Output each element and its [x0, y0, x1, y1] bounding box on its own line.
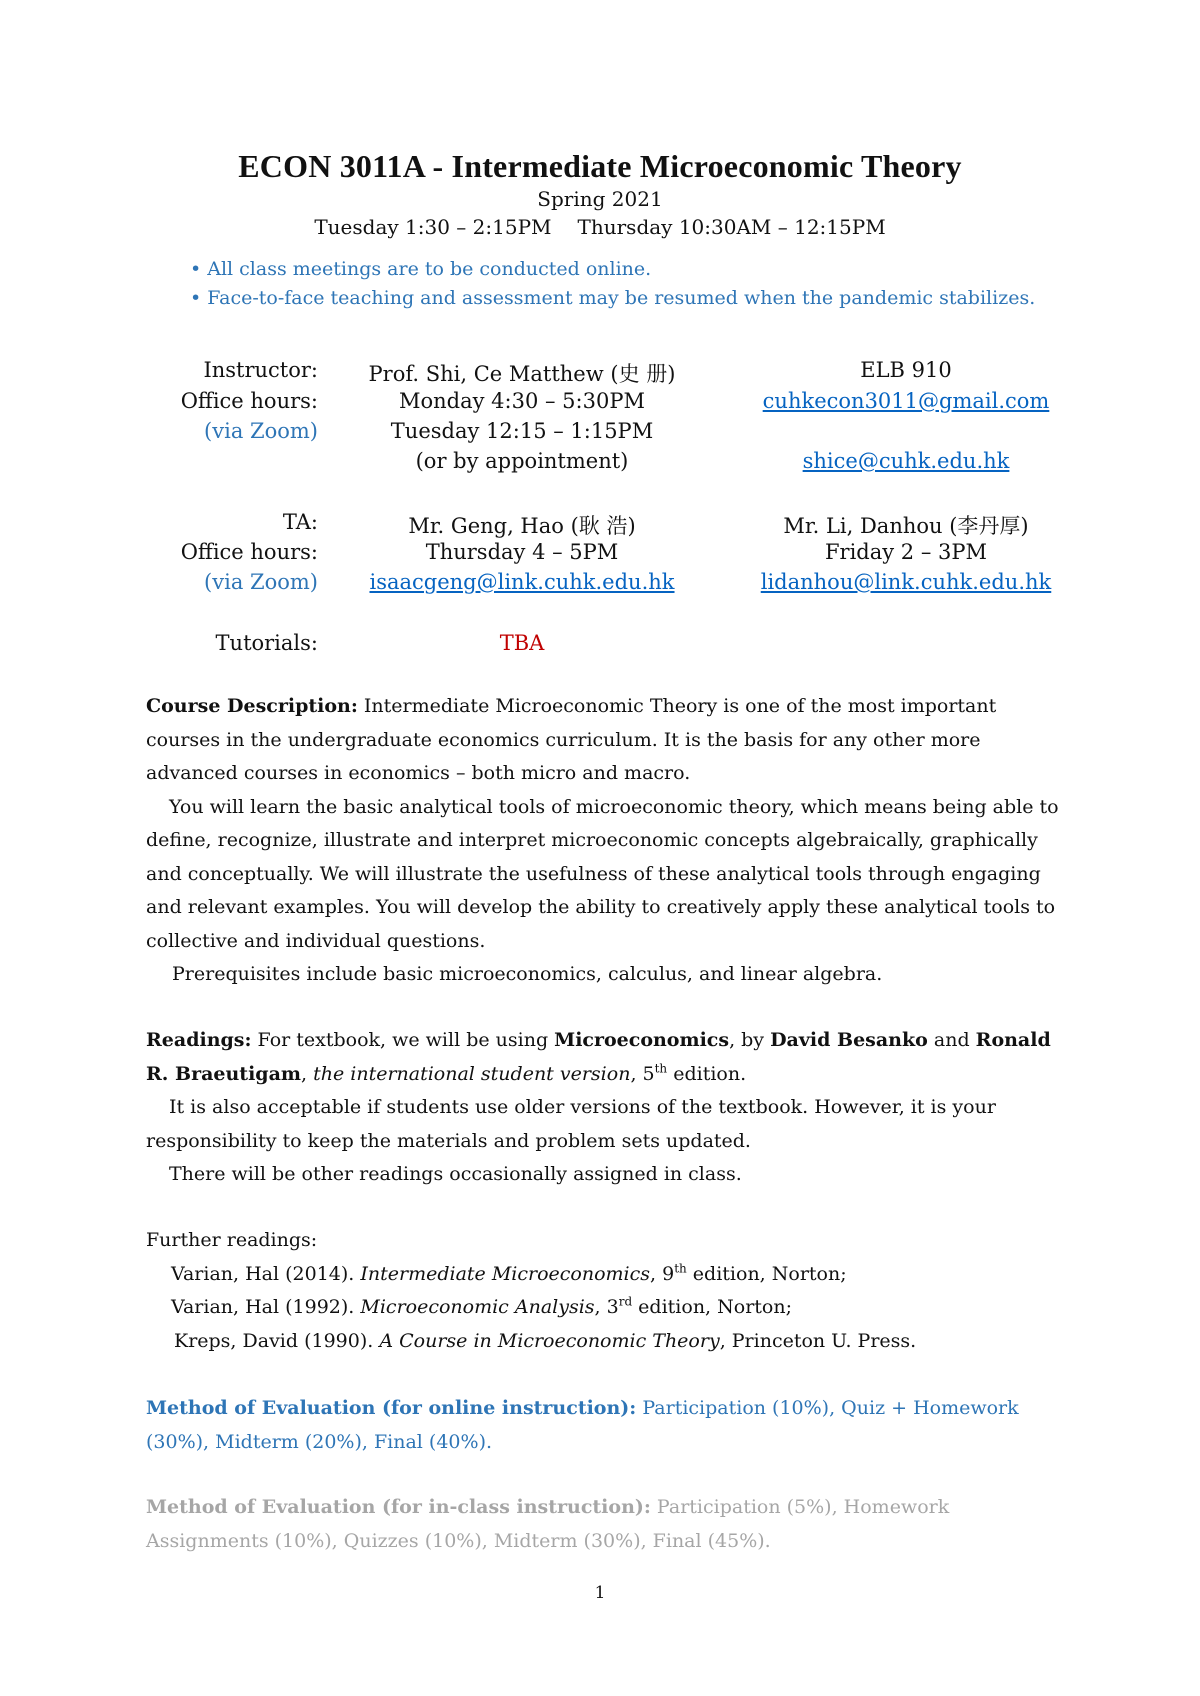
tutorials-tba: TBA	[499, 631, 545, 655]
ta1-email[interactable]: isaacgeng@link.cuhk.edu.hk	[369, 570, 675, 594]
page-number: 1	[594, 1583, 606, 1603]
course-term: Spring 2021	[537, 187, 663, 211]
instructor-email-gmail[interactable]: cuhkecon3011@gmail.com	[762, 389, 1050, 413]
ta1-name: Mr. Geng, Hao (耿 浩)	[408, 514, 636, 538]
evaluation-class-label: Method of Evaluation (for in-class instruction):	[146, 1496, 651, 1518]
readings	[146, 1024, 1066, 1192]
ta-email-row	[0, 570, 1200, 600]
evaluation-online-text: Participation (10%), Quiz + Homework (30%), Midterm (20%), Final (40%).	[146, 1397, 1019, 1453]
further-reading-3: Kreps, David (1990). A Course in Microeconomic Theory, Princeton U. Press.	[174, 1329, 917, 1352]
ta-office-hours-label: Office hours:	[180, 540, 318, 564]
description-p2: You will learn the basic analytical tools of microeconomic theory, which means being able to define, recognize, illustrate and interpret microeconomic concepts algebraically, graphically and conceptually. We will illustrate the usefulness of these analytical tools through engaging and relevant examples. You will develop the ability to creatively apply these analytical tools to collective and individual questions.	[146, 795, 1059, 952]
readings-p3: There will be other readings occasionally assigned in class.	[169, 1163, 742, 1185]
course-title: ECON 3011A - Intermediate Microeconomic Theory	[238, 148, 962, 184]
further-reading-2: Varian, Hal (1992). Microeconomic Analysis, 3rd edition, Norton;	[171, 1294, 792, 1318]
ta-label: TA:	[282, 510, 318, 534]
schedule-thursday: Thursday 10:30AM – 12:15PM	[577, 215, 886, 239]
readings-label: Readings:	[146, 1029, 252, 1051]
instructor-hours-monday: Monday 4:30 – 5:30PM	[399, 389, 645, 413]
further-readings-label: Further readings:	[146, 1229, 318, 1251]
instructor-label: Instructor:	[203, 358, 318, 382]
textbook-author-2: Ronald R. Braeutigam	[146, 1029, 1051, 1085]
description-p1: Course Description: Intermediate Microeconomic Theory is one of the most important courses in the undergraduate economics curriculum. It is the basis for any other more advanced courses in economics – both micro and macro.	[146, 695, 997, 784]
textbook-author-1: David Besanko	[770, 1029, 928, 1051]
further-reading-1: Varian, Hal (2014). Intermediate Microeconomics, 9th edition, Norton;	[171, 1261, 847, 1285]
course-schedule	[0, 215, 1200, 239]
further-readings	[146, 1224, 1066, 1358]
note-online-meetings: • All class meetings are to be conducted online.	[190, 258, 652, 280]
textbook-version: the international student version	[313, 1062, 631, 1085]
instructor-row	[0, 358, 1200, 388]
evaluation-in-class	[146, 1491, 1066, 1558]
via-zoom-label: (via Zoom)	[204, 419, 318, 443]
description-label: Course Description:	[146, 695, 358, 717]
instructor-email-cuhk[interactable]: shice@cuhk.edu.hk	[802, 449, 1010, 473]
ta-via-zoom-label: (via Zoom)	[204, 570, 318, 594]
textbook-title: Microeconomics	[554, 1029, 730, 1051]
instructor-hours-row	[0, 389, 1200, 419]
readings-p2: It is also acceptable if students use older versions of the textbook. However, it is your responsibility to keep the materials and problem sets updated.	[146, 1096, 996, 1152]
schedule-tuesday: Tuesday 1:30 – 2:15PM	[314, 215, 552, 239]
tutorials-row	[0, 631, 1200, 661]
ta-row	[0, 510, 1200, 540]
evaluation-class-text: Participation (5%), Homework Assignments (10%), Quizzes (10%), Midterm (30%), Final (45%).	[146, 1496, 950, 1552]
instructor-zoom-row	[0, 419, 1200, 449]
instructor-name: Prof. Shi, Ce Matthew (史 册)	[368, 362, 676, 386]
readings-p1: Readings: For textbook, we will be using Microeconomics, by David Besanko and Ronald R. Braeutigam, the international student version, 5th edition.	[146, 1029, 1051, 1085]
evaluation-online	[146, 1392, 1066, 1459]
ta2-name: Mr. Li, Danhou (李丹厚)	[783, 514, 1029, 538]
ta2-email[interactable]: lidanhou@link.cuhk.edu.hk	[760, 570, 1052, 594]
ta1-hours: Thursday 4 – 5PM	[425, 540, 619, 564]
note-face-to-face: • Face-to-face teaching and assessment may be resumed when the pandemic stabilizes.	[190, 287, 1036, 309]
instructor-hours-tuesday: Tuesday 12:15 – 1:15PM	[390, 419, 654, 443]
ta2-hours: Friday 2 – 3PM	[824, 540, 988, 564]
instructor-room: ELB 910	[860, 358, 952, 382]
instructor-appointment-row	[0, 449, 1200, 479]
instructor-appointment: (or by appointment)	[415, 449, 629, 473]
description-p3: Prerequisites include basic microeconomics, calculus, and linear algebra.	[172, 963, 883, 985]
online-notes	[190, 258, 1035, 316]
ta-hours-row	[0, 540, 1200, 570]
evaluation-online-label: Method of Evaluation (for online instruction):	[146, 1397, 637, 1419]
course-description	[146, 690, 1066, 992]
office-hours-label: Office hours:	[180, 389, 318, 413]
tutorials-label: Tutorials:	[215, 631, 318, 655]
